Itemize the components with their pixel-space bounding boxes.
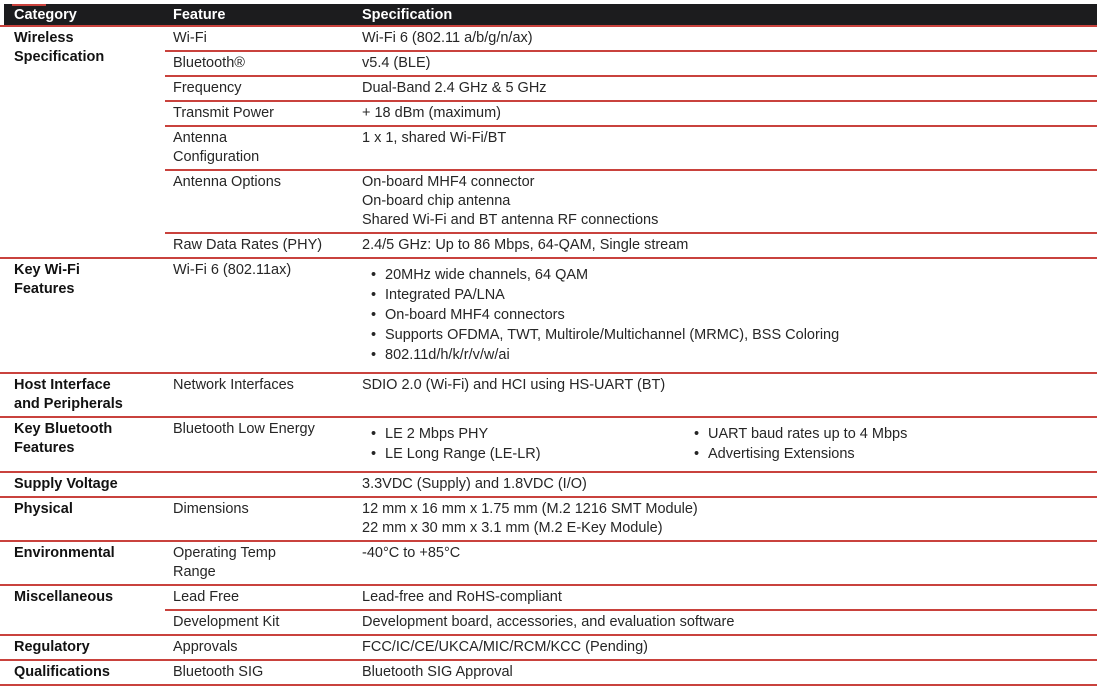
feature-label: Configuration [173, 149, 260, 165]
feature-label: Raw Data Rates (PHY) [173, 237, 323, 253]
table-row [165, 586, 1097, 611]
category-label: Specification [14, 49, 105, 65]
feature-cell [165, 611, 355, 634]
feature-label: Wi-Fi [173, 30, 207, 46]
category-label: Physical [14, 501, 73, 517]
feature-label: Bluetooth Low Energy [173, 421, 315, 437]
feature-label: Frequency [173, 80, 242, 96]
spec-value: 22 mm x 30 mm x 3.1 mm (M.2 E-Key Module) [362, 520, 663, 536]
feature-label: Lead Free [173, 589, 240, 605]
bullet-text: UART baud rates up to 4 Mbps [708, 426, 908, 442]
table-body [0, 25, 1097, 686]
table-row [165, 52, 1097, 77]
spec-value: On-board MHF4 connector [362, 174, 535, 190]
category-group-key-wifi-features [0, 259, 1097, 374]
table-row [165, 27, 1097, 52]
feature-label: Wi-Fi 6 (802.11ax) [173, 262, 292, 278]
table-row [165, 102, 1097, 127]
feature-cell [165, 77, 355, 100]
spec-cell [355, 542, 1097, 584]
bullet-icon: • [371, 287, 377, 303]
group-rows [165, 498, 1097, 540]
category-label: Miscellaneous [14, 589, 114, 605]
table-row [165, 473, 1097, 496]
feature-label: Bluetooth® [173, 55, 245, 71]
spec-value: Wi-Fi 6 (802.11 a/b/g/n/ax) [362, 30, 533, 46]
category-label: Regulatory [14, 639, 90, 655]
category-label: Key Bluetooth [14, 421, 113, 437]
bullet-list-item [362, 424, 685, 444]
crop-artifact-red-line [12, 4, 46, 6]
feature-cell [165, 259, 355, 372]
bullet-list [362, 261, 1093, 370]
spec-value: 12 mm x 16 mm x 1.75 mm (M.2 1216 SMT Module) [362, 501, 698, 517]
category-group-host-interface [0, 374, 1097, 418]
group-rows [165, 473, 1097, 496]
header-category-label: Category [14, 6, 77, 23]
header-feature-label: Feature [173, 6, 226, 23]
table-row [165, 234, 1097, 257]
spec-value: Lead-free and RoHS-compliant [362, 589, 562, 605]
spec-value: 3.3VDC (Supply) and 1.8VDC (I/O) [362, 476, 587, 492]
spec-value: SDIO 2.0 (Wi-Fi) and HCI using HS-UART (BT) [362, 377, 666, 393]
group-rows [165, 259, 1097, 372]
bullet-text: 802.11d/h/k/r/v/w/ai [385, 347, 510, 363]
spec-cell [355, 586, 1097, 609]
feature-cell [165, 542, 355, 584]
table-row [165, 77, 1097, 102]
category-group-key-bluetooth-features [0, 418, 1097, 473]
category-cell [0, 27, 165, 257]
bullet-text: Advertising Extensions [708, 446, 855, 462]
bullet-icon: • [694, 446, 700, 462]
bullet-icon: • [371, 307, 377, 323]
bullet-list-item [685, 444, 1093, 464]
feature-cell [165, 102, 355, 125]
category-cell [0, 473, 165, 496]
category-cell [0, 418, 165, 471]
bullet-icon: • [371, 426, 377, 442]
feature-cell [165, 473, 355, 496]
category-label: Features [14, 281, 75, 297]
spec-value: FCC/IC/CE/UKCA/MIC/RCM/KCC (Pending) [362, 639, 649, 655]
table-row [165, 374, 1097, 397]
table-row [165, 636, 1097, 659]
bullet-icon: • [371, 327, 377, 343]
category-label: Supply Voltage [14, 476, 118, 492]
bullet-text: LE Long Range (LE-LR) [385, 446, 541, 462]
group-rows [165, 542, 1097, 584]
feature-label: Transmit Power [173, 105, 274, 121]
feature-label: Dimensions [173, 501, 249, 517]
category-label: Qualifications [14, 664, 110, 680]
feature-cell [165, 234, 355, 257]
feature-cell [165, 27, 355, 50]
spec-cell [355, 127, 1097, 169]
category-label: Environmental [14, 545, 115, 561]
category-group-regulatory [0, 636, 1097, 661]
bullet-icon: • [371, 347, 377, 363]
category-label: Host Interface [14, 377, 111, 393]
category-cell [0, 661, 165, 684]
bullet-list-item [362, 345, 1093, 365]
spec-value: v5.4 (BLE) [362, 55, 431, 71]
spec-value: 1 x 1, shared Wi-Fi/BT [362, 130, 507, 146]
bullet-icon: • [371, 446, 377, 462]
group-rows [165, 661, 1097, 684]
spec-cell [355, 636, 1097, 659]
category-group-miscellaneous [0, 586, 1097, 636]
category-label: Key Wi-Fi [14, 262, 80, 278]
table-row [165, 498, 1097, 540]
spec-value: On-board chip antenna [362, 193, 511, 209]
feature-label: Operating Temp [173, 545, 276, 561]
category-cell [0, 636, 165, 659]
category-group-wireless-specification [0, 27, 1097, 259]
spec-value: + 18 dBm (maximum) [362, 105, 501, 121]
bullet-text: Supports OFDMA, TWT, Multirole/Multichannel (MRMC), BSS Coloring [385, 327, 840, 343]
feature-label: Development Kit [173, 614, 280, 630]
category-group-qualifications [0, 661, 1097, 686]
spec-cell [355, 234, 1097, 257]
bullet-columns [362, 420, 1093, 469]
spec-value: Development board, accessories, and evaluation software [362, 614, 735, 630]
feature-label: Range [173, 564, 216, 580]
spec-cell [355, 473, 1097, 496]
category-group-environmental [0, 542, 1097, 586]
bullet-list-item [362, 265, 1093, 285]
specification-table [0, 4, 1097, 686]
category-cell [0, 498, 165, 540]
category-label: Features [14, 440, 75, 456]
spec-cell [355, 374, 1097, 397]
feature-label: Network Interfaces [173, 377, 294, 393]
table-row [165, 661, 1097, 684]
group-rows [165, 27, 1097, 257]
bullet-text: On-board MHF4 connectors [385, 307, 565, 323]
spec-cell [355, 611, 1097, 634]
table-header-row [4, 4, 1097, 25]
category-group-physical [0, 498, 1097, 542]
bullet-icon: • [694, 426, 700, 442]
bullet-list-item [685, 424, 1093, 444]
spec-cell [355, 171, 1097, 232]
group-rows [165, 586, 1097, 634]
feature-cell [165, 418, 355, 471]
table-row [165, 611, 1097, 634]
bullet-list [362, 420, 685, 469]
group-rows [165, 374, 1097, 416]
spec-cell [355, 418, 1097, 471]
group-rows [165, 636, 1097, 659]
table-row [165, 418, 1097, 471]
feature-cell [165, 52, 355, 75]
category-cell [0, 586, 165, 634]
table-row [165, 259, 1097, 372]
category-label: and Peripherals [14, 396, 123, 412]
category-cell [0, 542, 165, 584]
feature-label: Antenna [173, 130, 228, 146]
spec-value: 2.4/5 GHz: Up to 86 Mbps, 64-QAM, Single stream [362, 237, 689, 253]
bullet-list-item [362, 325, 1093, 345]
feature-cell [165, 374, 355, 397]
category-group-supply-voltage [0, 473, 1097, 498]
bullet-list [685, 420, 1093, 469]
spec-cell [355, 498, 1097, 540]
bullet-text: Integrated PA/LNA [385, 287, 505, 303]
spec-cell [355, 27, 1097, 50]
spec-value: Bluetooth SIG Approval [362, 664, 513, 680]
bullet-text: LE 2 Mbps PHY [385, 426, 489, 442]
bullet-list-item [362, 305, 1093, 325]
spec-cell [355, 259, 1097, 372]
table-row [165, 171, 1097, 234]
feature-cell [165, 661, 355, 684]
category-label: Wireless [14, 30, 74, 46]
feature-cell [165, 171, 355, 232]
feature-cell [165, 586, 355, 609]
spec-cell [355, 77, 1097, 100]
header-specification-label: Specification [362, 6, 453, 23]
spec-cell [355, 102, 1097, 125]
category-cell [0, 259, 165, 372]
group-rows [165, 418, 1097, 471]
table-row [165, 542, 1097, 584]
feature-cell [165, 636, 355, 659]
spec-value: Shared Wi-Fi and BT antenna RF connections [362, 212, 659, 228]
bullet-icon: • [371, 267, 377, 283]
feature-label: Approvals [173, 639, 238, 655]
bullet-text: 20MHz wide channels, 64 QAM [385, 267, 589, 283]
feature-label: Antenna Options [173, 174, 282, 190]
datasheet-page [0, 4, 1100, 680]
category-cell [0, 374, 165, 416]
spec-cell [355, 661, 1097, 684]
table-row [165, 127, 1097, 171]
feature-cell [165, 127, 355, 169]
bullet-list-item [362, 444, 685, 464]
spec-value: -40°C to +85°C [362, 545, 461, 561]
spec-cell [355, 52, 1097, 75]
spec-value: Dual-Band 2.4 GHz & 5 GHz [362, 80, 547, 96]
feature-cell [165, 498, 355, 540]
bullet-list-item [362, 285, 1093, 305]
feature-label: Bluetooth SIG [173, 664, 264, 680]
